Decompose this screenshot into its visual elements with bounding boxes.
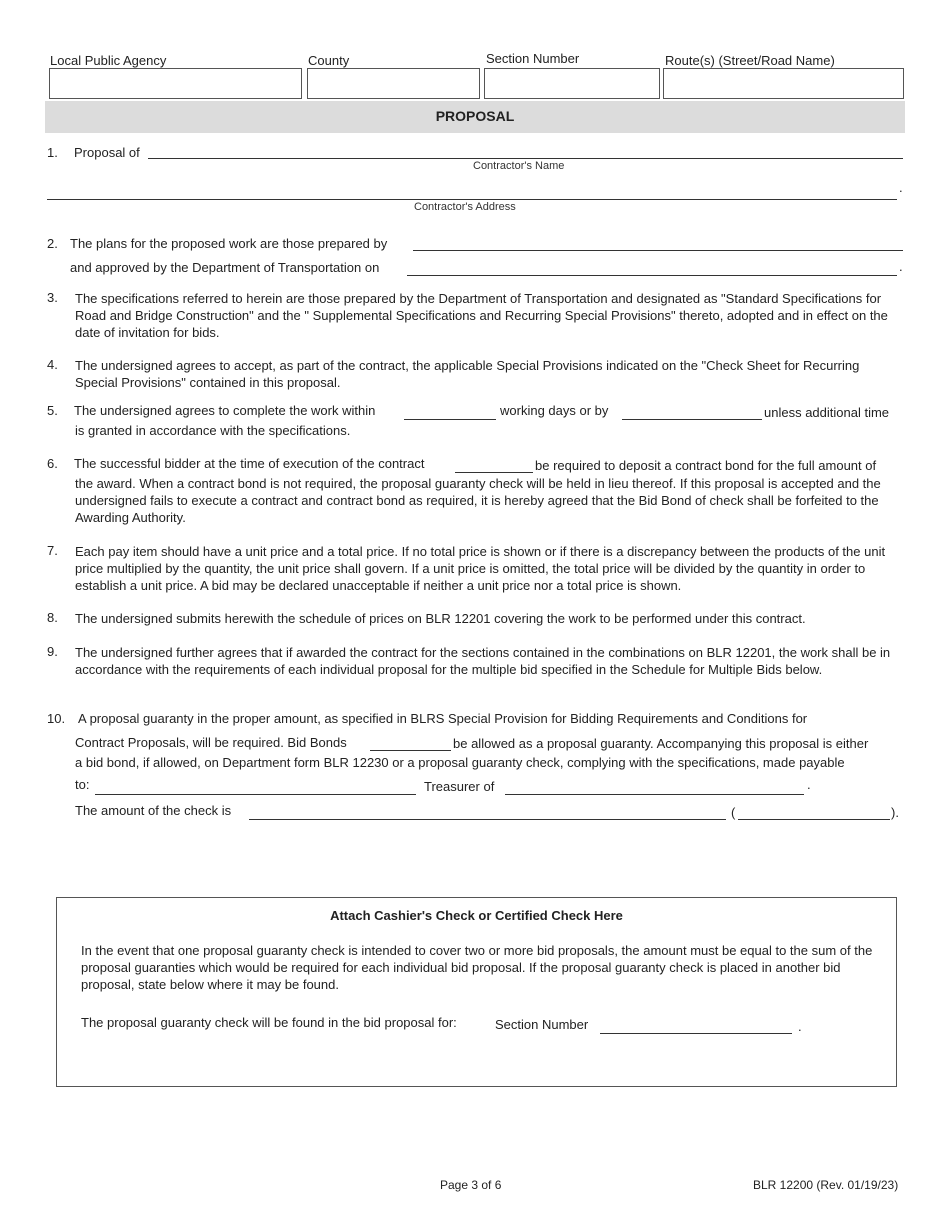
page-number: Page 3 of 6	[440, 1178, 502, 1192]
item-4-number: 4.	[47, 357, 58, 372]
treasurer-of-field[interactable]	[505, 794, 804, 795]
item-1-label: Proposal of	[74, 145, 140, 160]
item-5-text-a: The undersigned agrees to complete the work within	[74, 403, 376, 418]
item-6-number: 6.	[47, 456, 58, 471]
item-3-number: 3.	[47, 290, 58, 305]
item-8-number: 8.	[47, 610, 58, 625]
item-10-line-3: a bid bond, if allowed, on Department form BLR 12230 or a proposal guaranty check, complying with the specifications, made payable	[75, 755, 845, 770]
route-label: Route(s) (Street/Road Name)	[665, 53, 835, 68]
item-5-number: 5.	[47, 403, 58, 418]
item-5-text-d: is granted in accordance with the specifications.	[75, 423, 351, 438]
proposal-title: PROPOSAL	[45, 101, 905, 133]
attach-period: .	[798, 1019, 802, 1034]
item-5-text-b: working days or by	[500, 403, 609, 418]
attach-check-body: In the event that one proposal guaranty check is intended to cover two or more bid proposals, the amount must be equal to the sum of the proposal guaranties which would be required for each individual bid proposal. If the proposal guaranty check is placed in another bid proposal, state below where it may be found.	[81, 943, 873, 992]
payable-to-field[interactable]	[95, 794, 416, 795]
plans-prepared-by-field[interactable]	[413, 250, 903, 251]
contract-bond-will-field[interactable]	[455, 472, 533, 473]
attach-section-number-field[interactable]	[600, 1033, 792, 1034]
item-10-number: 10.	[47, 711, 66, 726]
section-number-label: Section Number	[486, 51, 580, 66]
item-2-line-2: and approved by the Department of Transportation on	[70, 260, 380, 275]
item-9-number: 9.	[47, 644, 58, 659]
item-1-period: .	[899, 180, 903, 195]
item-7-number: 7.	[47, 543, 58, 558]
item-10-line-2a: Contract Proposals, will be required. Bid Bonds	[75, 735, 347, 750]
attach-check-title: Attach Cashier's Check or Certified Check Here	[330, 908, 623, 923]
attach-section-number-label: Section Number	[495, 1017, 589, 1032]
lpa-field[interactable]	[49, 68, 302, 99]
bid-bonds-will-field[interactable]	[370, 750, 451, 751]
item-2-number: 2.	[47, 236, 58, 251]
route-field[interactable]	[663, 68, 904, 99]
item-1-number: 1.	[47, 145, 58, 160]
item-5-text-c: unless additional time	[764, 405, 890, 420]
form-number: BLR 12200 (Rev. 01/19/23)	[753, 1178, 899, 1192]
check-amount-words-field[interactable]	[249, 819, 726, 820]
item-10-period: .	[807, 777, 811, 792]
check-amount-figures-field[interactable]	[738, 819, 890, 820]
section-number-field[interactable]	[484, 68, 660, 99]
item-7-text: Each pay item should have a unit price and a total price. If no total price is shown or if there is a discrepancy between the products of the unit price multiplied by the quantity, the unit price shall govern. If a unit price is omitted, the total price will be divided by the quantity in order to establish a unit price. A bid may be declared unacceptable if neither a unit price nor a total price is shown.	[75, 544, 886, 593]
check-found-label: The proposal guaranty check will be found in the bid proposal for:	[81, 1015, 457, 1030]
paren-close: ).	[891, 805, 899, 820]
county-field[interactable]	[307, 68, 480, 99]
completion-date-field[interactable]	[622, 419, 762, 420]
item-8-text: The undersigned submits herewith the schedule of prices on BLR 12201 covering the work to be performed under this contract.	[75, 611, 806, 626]
contractor-name-caption: Contractor's Name	[473, 160, 565, 172]
paren-open: (	[731, 805, 736, 820]
attach-check-box	[56, 897, 897, 1087]
item-2-period: .	[899, 259, 903, 274]
working-days-field[interactable]	[404, 419, 496, 420]
check-amount-label: The amount of the check is	[75, 803, 232, 818]
item-9-text: The undersigned further agrees that if awarded the contract for the sections contained in the combinations on BLR 12201, the work shall be in accordance with the requirements of each individual proposal for the multiple bid specified in the Schedule for Multiple Bids below.	[75, 645, 891, 677]
contractor-name-field[interactable]	[148, 158, 903, 159]
item-10-to-label: to:	[75, 777, 90, 792]
item-10-line-1: A proposal guaranty in the proper amount, as specified in BLRS Special Provision for Bidding Requirements and Conditions for	[78, 711, 808, 726]
treasurer-of-label: Treasurer of	[424, 779, 495, 794]
contractor-address-field[interactable]	[47, 199, 897, 200]
item-3-text: The specifications referred to herein are those prepared by the Department of Transportation and designated as "Standard Specifications for Road and Bridge Construction" and the " Supplemental Specifications and Recurring Special Provisions" thereto, adopted and in effect on the date of invitation for bids.	[75, 291, 888, 340]
item-6-text-b: be required to deposit a contract bond for the full amount of	[535, 458, 877, 473]
item-10-line-2b: be allowed as a proposal guaranty. Accompanying this proposal is either	[453, 736, 869, 751]
approved-on-field[interactable]	[407, 275, 897, 276]
lpa-label: Local Public Agency	[50, 53, 167, 68]
item-2-line-1: The plans for the proposed work are those prepared by	[70, 236, 388, 251]
item-6-text-rest: the award. When a contract bond is not required, the proposal guaranty check will be held in lieu thereof. If this proposal is accepted and the undersigned fails to execute a contract and contract bond as required, it is hereby agreed that the Bid Bond of check shall be forfeited to the Awarding Authority.	[75, 476, 881, 525]
county-label: County	[308, 53, 350, 68]
item-4-text: The undersigned agrees to accept, as part of the contract, the applicable Special Provisions indicated on the "Check Sheet for Recurring Special Provisions" contained in this proposal.	[75, 358, 860, 390]
contractor-address-caption: Contractor's Address	[414, 201, 516, 213]
item-6-text-a: The successful bidder at the time of execution of the contract	[74, 456, 425, 471]
